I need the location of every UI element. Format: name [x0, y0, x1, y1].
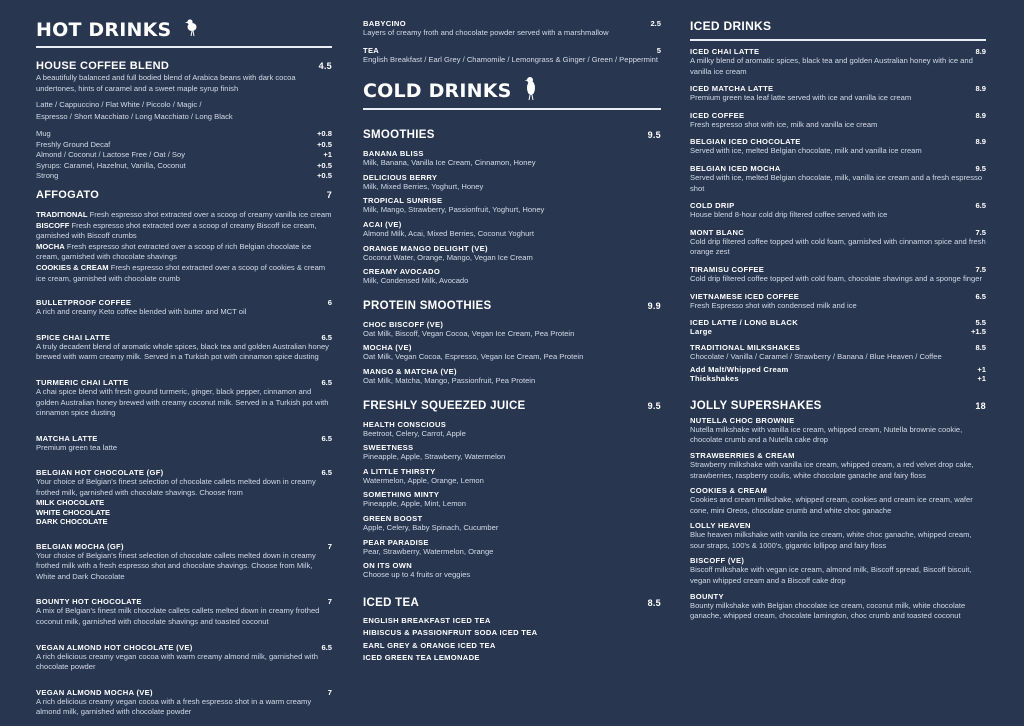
list-item-name: ICED GREEN TEA LEMONADE — [363, 653, 480, 663]
menu-item-price: 8.9 — [975, 110, 986, 120]
iced-tea-block — [363, 597, 661, 665]
addon-row — [36, 171, 332, 182]
house-coffee-block — [36, 60, 332, 182]
list-item-name: SWEETNESS — [363, 443, 414, 453]
protein-block — [363, 300, 661, 387]
menu-item — [363, 46, 661, 66]
list-item — [363, 196, 661, 216]
iced-tea-price: 8.5 — [647, 597, 661, 608]
house-coffee-option-line: Espresso / Short Macchiato / Long Macchiato / Long Black — [36, 111, 233, 121]
list-item-name: BOUNTY — [690, 591, 724, 601]
addon-price: +1 — [323, 150, 332, 160]
menu-item — [690, 164, 986, 194]
large-row — [690, 327, 986, 336]
iced-drinks-divider — [690, 39, 986, 41]
menu-item-price: 7 — [327, 597, 332, 607]
list-item-desc: Cookies and cream milkshake, whipped cream, cookies and cream ice cream, wafer cone, mini Oreos, chocolate crumb and white choc ganache — [690, 495, 973, 515]
menu-item-price: 6.5 — [975, 291, 986, 301]
list-item — [363, 320, 661, 340]
hot-drinks-title: HOT DRINKS — [36, 18, 172, 41]
addon-price: +0.5 — [317, 160, 332, 170]
house-coffee-option-line: Latte / Cappuccino / Flat White / Piccolo / Magic / — [36, 100, 202, 110]
iced-tea-list — [363, 615, 661, 665]
supershakes-list — [690, 416, 986, 622]
menu-item — [690, 318, 986, 336]
protein-list — [363, 320, 661, 387]
bird-icon — [524, 75, 538, 106]
menu-item — [36, 688, 332, 718]
list-item-desc: Milk, Condensed Milk, Avocado — [363, 276, 469, 286]
list-item-desc: Blue heaven milkshake with vanilla ice cream, white choc ganache, whipped cream, sour straps, 100's & 1000's, gigantic lollipop and fairy floss — [690, 530, 972, 550]
menu-item-name: SPICE CHAI LATTE — [36, 332, 111, 342]
addon-label: Syrups: Caramel, Hazelnut, Vanilla, Coconut — [36, 160, 186, 170]
list-item-desc: Bounty milkshake with Belgian chocolate ice cream, coconut milk, white chocolate ganache, whipped cream, chocolate lamington, choc crumb and toasted coconut — [690, 600, 966, 621]
list-item-desc: Choose up to 4 fruits or veggies — [363, 570, 471, 580]
list-item-desc: Coconut Water, Orange, Mango, Vegan Ice Cream — [363, 252, 533, 262]
menu-item — [690, 111, 986, 131]
menu-item-desc: Fresh Espresso shot with condensed milk and ice — [690, 300, 857, 310]
list-item-name: ON ITS OWN — [363, 561, 412, 571]
menu-item — [690, 201, 986, 221]
list-item-desc: Milk, Mixed Berries, Yoghurt, Honey — [363, 181, 484, 191]
menu-item-price: 8.9 — [975, 84, 986, 94]
addon-price: +1 — [977, 364, 986, 374]
list-item-name: DELICIOUS BERRY — [363, 172, 438, 182]
affogato-item-name: MOCHA — [36, 241, 65, 251]
list-item-name: NUTELLA CHOC BROWNIE — [690, 415, 795, 425]
menu-item-desc: A rich delicious creamy vegan cocoa with a fresh espresso shot in a warm creamy almond milk, garnished with chocolate powder — [36, 696, 312, 717]
hot-item-list — [36, 298, 332, 718]
menu-item-header — [36, 378, 332, 387]
menu-item-desc: Layers of creamy froth and chocolate powder served with a marshmallow — [363, 28, 609, 37]
menu-item-price: 8.9 — [975, 47, 986, 56]
affogato-block — [36, 189, 332, 284]
menu-item — [36, 333, 332, 363]
menu-item-name: ICED MATCHA LATTE — [690, 84, 774, 94]
menu-item-header — [36, 542, 332, 551]
list-item — [363, 561, 661, 581]
list-item — [363, 443, 661, 463]
house-coffee-heading — [36, 60, 332, 72]
menu-item — [690, 343, 986, 383]
menu-item-header — [690, 265, 986, 274]
list-item-name: TROPICAL SUNRISE — [363, 196, 443, 206]
addon-row — [690, 374, 986, 383]
menu-item-name: BELGIAN ICED CHOCOLATE — [690, 137, 801, 147]
list-item-name: STRAWBERRIES & CREAM — [690, 450, 795, 460]
menu-item-name: MATCHA LATTE — [36, 433, 98, 443]
supershakes-heading — [690, 400, 986, 412]
affogato-item — [36, 210, 332, 221]
chocolate-choice: WHITE CHOCOLATE — [36, 507, 111, 517]
menu-item-price: 8.9 — [975, 137, 986, 147]
menu-item — [690, 84, 986, 104]
menu-item-name: VEGAN ALMOND MOCHA (VE) — [36, 687, 153, 697]
list-item-name: LOLLY HEAVEN — [690, 521, 751, 531]
affogato-name: AFFOGATO — [36, 188, 100, 201]
affogato-item-name: TRADITIONAL — [36, 209, 88, 219]
column-iced-drinks — [690, 0, 986, 622]
list-item — [690, 416, 986, 446]
menu-item-name: MONT BLANC — [690, 227, 745, 237]
list-item-name: CREAMY AVOCADO — [363, 267, 441, 277]
list-item-desc: Almond Milk, Acai, Mixed Berries, Coconut Yoghurt — [363, 228, 534, 238]
menu-item-price: 6.5 — [321, 332, 332, 342]
list-item — [363, 420, 661, 440]
juice-name: FRESHLY SQUEEZED JUICE — [363, 399, 526, 412]
menu-item — [690, 47, 986, 77]
menu-item-price: 6.5 — [321, 642, 332, 652]
menu-item-header — [690, 318, 986, 327]
menu-item-price: 7.5 — [975, 227, 986, 237]
menu-item — [36, 468, 332, 526]
menu-item-price: 7 — [327, 687, 332, 697]
list-item-name: COOKIES & CREAM — [690, 486, 768, 496]
list-item-name: EARL GREY & ORANGE ICED TEA — [363, 640, 496, 650]
menu-item-desc: Chocolate / Vanilla / Caramel / Strawberry / Banana / Blue Heaven / Coffee — [690, 352, 942, 362]
smoothies-block — [363, 129, 661, 287]
menu-item-name: TEA — [363, 45, 380, 55]
menu-item-price: 6.5 — [321, 433, 332, 443]
menu-item — [36, 298, 332, 318]
house-coffee-addons — [36, 129, 332, 182]
menu-item-header — [363, 19, 661, 28]
menu-item-price: 7 — [327, 541, 332, 551]
addon-row — [690, 365, 986, 374]
list-item-desc: Nutella milkshake with vanilla ice cream, whipped cream, Nutella brownie cookie, chocolate crumb and a Nutella cake drop — [690, 424, 963, 445]
list-item-name: HEALTH CONSCIOUS — [363, 419, 447, 429]
house-coffee-desc: A beautifully balanced and full bodied blend of Arabica beans with dark cocoa undertones, hints of caramel and a sweet maple syrup finish — [36, 73, 296, 93]
list-item — [363, 173, 661, 193]
menu-item-name: BELGIAN MOCHA (GF) — [36, 541, 124, 551]
addon-row — [36, 140, 332, 151]
list-item-name: ENGLISH BREAKFAST ICED TEA — [363, 615, 491, 625]
list-item-desc: Biscoff milkshake with vegan ice cream, almond milk, Biscoff spread, Biscoff biscuit, vegan whipped cream and a Biscoff cake drop — [690, 565, 972, 586]
menu-item-header — [690, 84, 986, 93]
list-item-desc: Watermelon, Apple, Orange, Lemon — [363, 475, 484, 485]
iced-tea-name: ICED TEA — [363, 596, 420, 609]
list-item — [363, 538, 661, 558]
list-item — [363, 220, 661, 240]
chocolate-choice: DARK CHOCOLATE — [36, 517, 108, 527]
iced-item-list — [690, 47, 986, 383]
list-item — [690, 486, 986, 516]
affogato-item — [36, 263, 332, 284]
menu-item-desc: A rich delicious creamy vegan cocoa with warm creamy almond milk, garnished with chocolate powder — [36, 651, 318, 672]
affogato-list — [36, 210, 332, 284]
menu-item-price: 6.5 — [975, 201, 986, 211]
addon-label: Freshly Ground Decaf — [36, 139, 111, 149]
supershakes-block — [690, 400, 986, 622]
menu-item-name: TRADITIONAL MILKSHAKES — [690, 343, 801, 353]
menu-item-header — [690, 292, 986, 301]
menu-item — [690, 137, 986, 157]
menu-item-desc: Premium green tea leaf latte served with ice and vanilla ice cream — [690, 93, 912, 103]
protein-name: PROTEIN SMOOTHIES — [363, 299, 492, 312]
addon-price: +0.5 — [317, 139, 332, 149]
menu-item-name: BELGIAN ICED MOCHA — [690, 163, 781, 173]
addon-price: +1 — [977, 373, 986, 383]
juice-price: 9.5 — [647, 400, 661, 411]
menu-item-header — [690, 111, 986, 120]
list-item-name: ORANGE MANGO DELIGHT (VE) — [363, 243, 488, 253]
addon-label: Strong — [36, 171, 59, 181]
menu-item-desc: A truly decadent blend of aromatic whole spices, black tea and golden Australian honey brewed with warm creamy milk. Served in a Turkish pot with cinnamon spice dusting — [36, 341, 329, 362]
menu-item-desc: A mix of Belgian's finest milk chocolate callets callets melted down in creamy frothed coconut milk, garnished with chocolate shavings and toasted coconut — [36, 606, 320, 627]
menu-item-desc: Your choice of Belgian's finest selection of chocolate callets melted down in creamy frothed milk with a fresh espresso shot and chocolate shavings. Choose from Milk, White and Dark Chocolate — [36, 550, 316, 581]
list-item-desc: Pineapple, Apple, Mint, Lemon — [363, 499, 467, 509]
hot-drinks-header — [36, 17, 332, 48]
large-label: Large — [690, 327, 713, 337]
addon-label: Almond / Coconut / Lactose Free / Oat / Soy — [36, 150, 185, 160]
list-item-name: MANGO & MATCHA (VE) — [363, 366, 457, 376]
list-item-desc: Pineapple, Apple, Strawberry, Watermelon — [363, 452, 506, 462]
list-item — [363, 244, 661, 264]
list-item-desc: Beetroot, Celery, Carrot, Apple — [363, 428, 466, 438]
list-item-desc: Oat Milk, Biscoff, Vegan Cocoa, Vegan Ice Cream, Pea Protein — [363, 328, 575, 338]
menu-item-header — [690, 137, 986, 146]
menu-item-header — [690, 47, 986, 56]
affogato-item-desc: Fresh espresso shot extracted over a scoop of cookies & cream ice cream, garnished with chocolate crumb — [36, 262, 326, 283]
house-coffee-price: 4.5 — [318, 61, 332, 71]
list-item-name: SOMETHING MINTY — [363, 490, 440, 500]
house-coffee-options — [36, 99, 332, 122]
menu-item — [690, 265, 986, 285]
list-item — [690, 592, 986, 622]
column-hot-drinks — [36, 0, 332, 718]
affogato-price: 7 — [326, 189, 332, 200]
juice-heading — [363, 400, 661, 412]
menu-item-price: 2.5 — [650, 19, 661, 28]
addon-label: Mug — [36, 129, 51, 138]
menu-item-header — [36, 298, 332, 307]
menu-item-header — [36, 434, 332, 443]
menu-item-desc: English Breakfast / Earl Grey / Chamomile / Lemongrass & Ginger / Green / Peppermint — [363, 54, 659, 64]
addon-label: Thickshakes — [690, 373, 739, 383]
list-item-name: CHOC BISCOFF (VE) — [363, 319, 444, 329]
menu-item — [36, 542, 332, 583]
hot-drinks-title-row — [36, 17, 332, 42]
bird-icon — [183, 17, 199, 42]
juice-block — [363, 400, 661, 581]
supershakes-price: 18 — [975, 400, 986, 411]
affogato-item-desc: Fresh espresso shot extracted over a scoop of rich Belgian chocolate ice cream, garnished with chocolate shavings — [36, 241, 312, 262]
menu-item-header — [690, 228, 986, 237]
menu-item — [36, 378, 332, 419]
menu-item-header — [36, 597, 332, 606]
affogato-item-name: COOKIES & CREAM — [36, 262, 109, 272]
menu-item-desc: A chai spice blend with fresh ground turmeric, ginger, black pepper, cinnamon and golden Australian honey brewed with creamy coconut milk. Served in a Turkish pot with cinnamon spice dusting — [36, 386, 329, 418]
iced-drinks-title: ICED DRINKS — [690, 19, 772, 33]
list-item-name: BISCOFF (VE) — [690, 556, 745, 566]
menu-item-name: TIRAMISU COFFEE — [690, 264, 765, 274]
list-item — [363, 149, 661, 169]
list-item — [363, 367, 661, 387]
affogato-item — [36, 221, 332, 242]
menu-item — [36, 434, 332, 454]
house-coffee-name: HOUSE COFFEE BLEND — [36, 60, 170, 72]
menu-item-price: 5.5 — [975, 318, 986, 328]
menu-item-name: BULLETPROOF COFFEE — [36, 298, 132, 308]
list-item-desc: Milk, Mango, Strawberry, Passionfruit, Yoghurt, Honey — [363, 205, 545, 215]
menu-item — [36, 643, 332, 673]
column-cold-drinks — [363, 0, 661, 665]
menu-item-price: 6 — [327, 298, 332, 308]
list-item-name: ACAI (VE) — [363, 219, 402, 229]
menu-item-header — [36, 688, 332, 697]
smoothies-list — [363, 149, 661, 287]
milkshake-addons — [690, 365, 986, 383]
list-item-desc: Pear, Strawberry, Watermelon, Orange — [363, 546, 494, 556]
list-item — [690, 521, 986, 551]
menu-item-name: VEGAN ALMOND HOT CHOCOLATE (VE) — [36, 642, 193, 652]
menu-item — [363, 19, 661, 39]
list-item-desc: Strawberry milkshake with vanilla ice cream, whipped cream, a red velvet drop cake, strawberries, raspberry coulis, white chocolate ganache and fairy floss — [690, 459, 974, 480]
list-item — [690, 556, 986, 586]
affogato-item-desc: Fresh espresso shot extracted over a scoop of creamy Biscoff ice cream, garnished with Biscoff crumbs — [36, 220, 317, 241]
protein-heading — [363, 300, 661, 312]
list-item — [363, 490, 661, 510]
protein-price: 9.9 — [647, 300, 661, 311]
affogato-item — [36, 242, 332, 263]
list-item — [363, 343, 661, 363]
cold-drinks-header — [363, 75, 661, 110]
menu-item-name: TURMERIC CHAI LATTE — [36, 377, 129, 387]
addon-price: +0.5 — [317, 171, 332, 181]
menu-item-header — [36, 333, 332, 342]
menu-item-header — [690, 201, 986, 210]
list-item-name: PEAR PARADISE — [363, 537, 429, 547]
menu-item-desc: A rich and creamy Keto coffee blended with butter and MCT oil — [36, 307, 247, 317]
list-item-name: MOCHA (VE) — [363, 343, 412, 353]
menu-item-price: 6.5 — [321, 468, 332, 478]
list-item — [363, 514, 661, 534]
large-price: +1.5 — [971, 327, 986, 337]
menu-item-header — [690, 343, 986, 352]
affogato-heading — [36, 189, 332, 201]
list-item-name: GREEN BOOST — [363, 513, 423, 523]
supershakes-name: JOLLY SUPERSHAKES — [690, 399, 822, 412]
menu-item-header — [363, 46, 661, 55]
menu-item-name: VIETNAMESE ICED COFFEE — [690, 291, 800, 301]
list-item-desc: Milk, Banana, Vanilla Ice Cream, Cinnamon, Honey — [363, 158, 536, 168]
iced-tea-heading — [363, 597, 661, 609]
addon-row — [36, 161, 332, 172]
menu-item — [690, 228, 986, 258]
menu-item-desc: Fresh espresso shot with ice, milk and vanilla ice cream — [690, 119, 878, 129]
menu-item-name: BABYCINO — [363, 19, 406, 28]
menu-item-header — [690, 164, 986, 173]
menu-item-desc: House blend 8-hour cold drip filtered coffee served with ice — [690, 210, 888, 220]
affogato-item-desc: Fresh espresso shot extracted over a scoop of creamy vanilla ice cream — [89, 209, 332, 219]
list-item-name: BANANA BLISS — [363, 149, 424, 159]
list-item-name: A LITTLE THIRSTY — [363, 466, 436, 476]
list-item-desc: Oat Milk, Matcha, Mango, Passionfruit, Pea Protein — [363, 375, 536, 385]
menu-item-desc: Cold drip filtered coffee topped with cold foam, chocolate shavings and a sponge finger — [690, 273, 982, 283]
menu-item-price: 6.5 — [321, 377, 332, 387]
addon-label: Add Malt/Whipped Cream — [690, 364, 789, 374]
menu-item — [690, 292, 986, 312]
menu-item-desc: Premium green tea latte — [36, 442, 118, 452]
menu-item-header — [36, 468, 332, 477]
menu-item-desc: Cold drip filtered coffee topped with cold foam, garnished with cinnamon spice and fresh orange zest — [690, 236, 986, 257]
cold-drinks-title: COLD DRINKS — [363, 79, 512, 102]
menu-item-desc: Served with ice, melted Belgian chocolate, milk and vanilla ice cream — [690, 146, 922, 156]
menu-item-header — [36, 643, 332, 652]
chocolate-choice: MILK CHOCOLATE — [36, 498, 105, 508]
list-item-desc: Apple, Celery, Baby Spinach, Cucumber — [363, 522, 499, 532]
menu-item-price: 7.5 — [975, 264, 986, 274]
menu-item-name: BELGIAN HOT CHOCOLATE (GF) — [36, 468, 164, 478]
menu-item-desc: Your choice of Belgian's finest selection of chocolate callets melted down in creamy frothed milk, garnished with chocolate shavings. Choose from — [36, 477, 316, 497]
menu-item-name: COLD DRIP — [690, 201, 735, 211]
iced-drinks-heading — [690, 19, 986, 33]
menu-item-name: BOUNTY HOT CHOCOLATE — [36, 597, 142, 607]
smoothies-heading — [363, 129, 661, 141]
menu-item-desc: Served with ice, melted Belgian chocolate, milk, vanilla ice cream and a fresh espresso shot — [690, 172, 983, 193]
affogato-item-name: BISCOFF — [36, 220, 70, 230]
smoothies-price: 9.5 — [647, 130, 661, 141]
menu-item-name: ICED CHAI LATTE — [690, 47, 760, 56]
list-item — [363, 267, 661, 287]
cold-drinks-title-row — [363, 75, 661, 106]
juice-list — [363, 420, 661, 581]
menu-item-desc: A milky blend of aromatic spices, black tea and golden Australian honey with ice and vanilla ice cream — [690, 56, 973, 76]
list-item — [690, 451, 986, 481]
addon-price: +0.8 — [317, 129, 332, 138]
list-item-desc: Oat Milk, Vegan Cocoa, Espresso, Vegan Ice Cream, Pea Protein — [363, 352, 584, 362]
menu-item-price: 8.5 — [975, 343, 986, 353]
menu-item-price: 5 — [656, 45, 661, 55]
menu-item-price: 9.5 — [975, 163, 986, 173]
list-item-name: HIBISCUS & PASSIONFRUIT SODA ICED TEA — [363, 628, 538, 638]
menu-item-name: ICED LATTE / LONG BLACK — [690, 318, 799, 328]
addon-row — [36, 150, 332, 161]
addon-row — [36, 129, 332, 140]
smoothies-name: SMOOTHIES — [363, 129, 435, 142]
menu-item — [36, 597, 332, 627]
menu-item-name: ICED COFFEE — [690, 110, 745, 120]
list-item — [363, 467, 661, 487]
